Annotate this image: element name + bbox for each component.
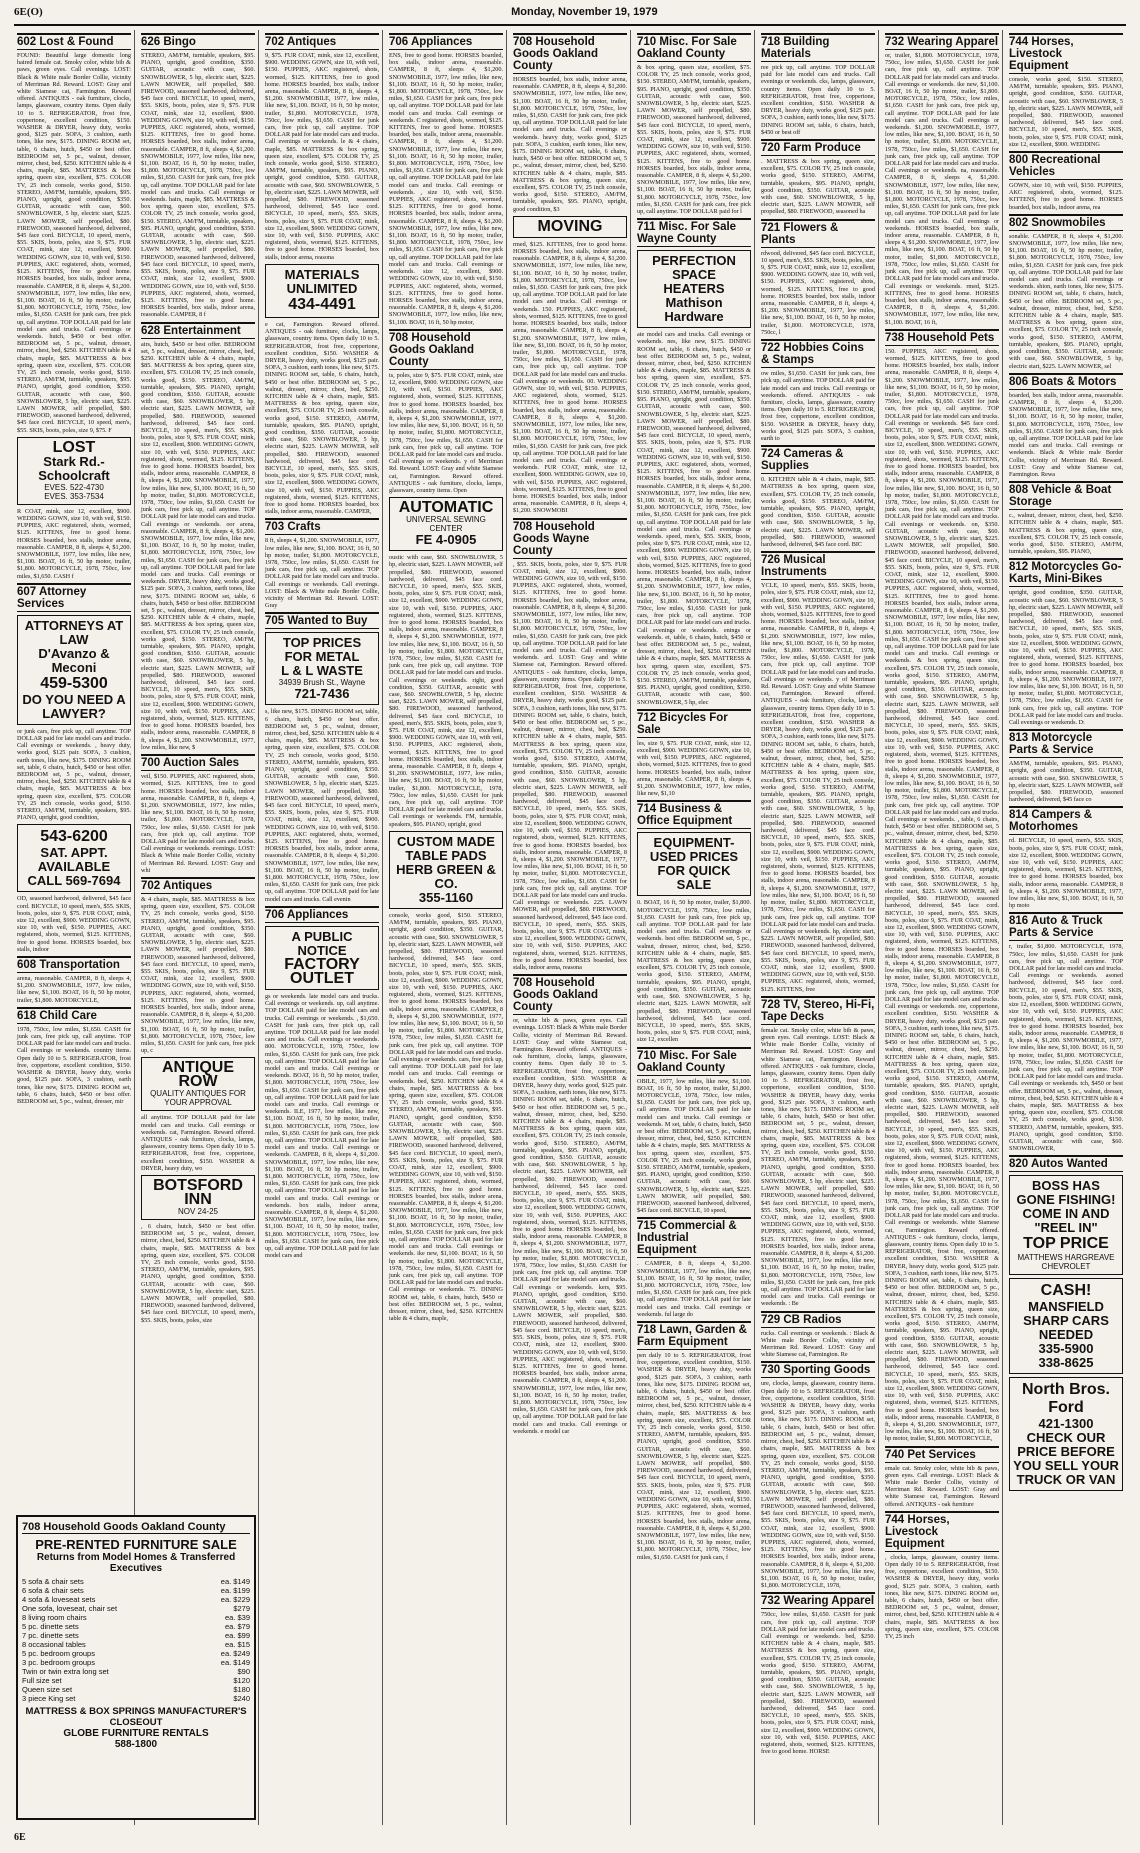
classified-text: rdwood, delivered, $45 face cord. BICYCLE, 10 speed, men's, $55. SKIS, boots, poles, size 9, $75. FUR COAT, mink, size 12, excellent, $900. WEDDING GOWN, size 10, with veil, $150. PUPPIES, AKC registered, shots, wormed, $125. KITTENS, free to good home. HORSES boarded, box stalls, indoor arena, reasonable. CAMPER, 8 ft, sleeps 4, $1,200. SNOWMOBILE, 1977, low miles, like new, $1,100. BOAT, 16 ft, 50 hp motor, trailer, $1,800. MOTORCYCLE, 1978, 750cc, l	[761, 249, 875, 336]
page-footer: 6E	[14, 1832, 26, 1843]
ad-phone: EVES. 353-7534	[44, 491, 104, 501]
section-heading: 808 Vehicle & Boat Storage	[1009, 481, 1123, 510]
section-heading: 608 Transportation	[17, 956, 131, 973]
classified-text: console, works good, $150. STEREO, AM/FM, turntable, speakers, $95. PIANO, upright, good condition, $350. GUITAR, acoustic with case, $60. SNOWBLOWER, 5 hp, electric start, $225. LAWN MOWER, self propelled, $80. FIREWOOD, seasoned hardwood, delivered, $45 face cord. BICYCLE, 10 speed, men's, $55. SKIS, boots, poles, size 9, $75. FUR COAT, mink, size 12, excellent, $900. WEDDING GOWN, size 10, with veil, $150. PUPPIES, AKC registered, shots, wormed, $125. KITTENS, free to good home. HORSES boarded, box stalls, indoor arena, reasonable. CAMPER, 8 ft, sleeps 4, $1,200. SNOWMOBILE, 1977, low miles, like new, $1,100. BOAT, 16 ft, 50 hp motor, trailer, $1,800. MOTORCYCLE, 1978, 750cc, low miles, $1,650. CASH for junk cars, free pick up, call anytime. TOP DOLLAR paid for late model cars and trucks. Call evenings or weekends. cars, free pick up, call anytime. TOP DOLLAR paid for late model cars and trucks. Call evenings or weekends. bed, $250. KITCHEN table & 4 chairs, maple, $85. MATTRESS & box spring, queen size, excellent, $75. COLOR TV, 25 inch console, works good, $150. STEREO, AM/FM, turntable, speakers, $95. PIANO, upright, good condition, $350. GUITAR, acoustic with case, $60. SNOWBLOWER, 5 hp, electric start, $225. LAWN MOWER, self propelled, $80. FIREWOOD, seasoned hardwood, delivered, $45 face cord. BICYCLE, 10 speed, men's, $55. SKIS, boots, poles, size 9, $75. FUR COAT, mink, size 12, excellent, $900. WEDDING GOWN, size 10, with veil, $150. PUPPIES, AKC registered, shots, wormed, $125. KITTENS, free to good home. HORSES boarded, box stalls, indoor arena, reasonable. CAMPER, 8 ft, sleeps 4, $1,200. SNOWMOBILE, 1977, low miles, like new, $1,100. BOAT, 16 ft, 50 hp motor, trailer, $1,800. MOTORCYCLE, 1978, 750cc, low miles, $1,650. CASH for junk cars, free pick up, call anytime. TOP DOLLAR paid for late model cars and trucks. Call evenings or weekends. ike new, $1,100. BOAT, 16 ft, 50 hp motor, trailer, $1,800. MOTORCYCLE, 1978, 750cc, low miles, $1,650. CASH for junk cars, free pick up, call anytime. TOP DOLLAR paid for late model cars and trucks. Call evenings or weekends. 75. DINING ROOM set, table, 6 chairs, hutch, $450 or best offer. BEDROOM set, 5 pc., walnut, dresser, mirror, chest, bed, $250. KITCHEN table & 4 chairs, maple,	[389, 911, 503, 1323]
price-value: $90	[237, 1667, 250, 1676]
section-heading: 726 Musical Instruments	[761, 551, 875, 580]
price-value: $279	[233, 1604, 250, 1613]
classified-text: c., walnut, dresser, mirror, chest, bed, $250. KITCHEN table & 4 chairs, maple, $85. MATTRESS & box spring, queen size, excellent, $75. COLOR TV, 25 inch console, works good, $150. STEREO, AM/FM, turntable, speakers, $95. PIANO,	[1009, 512, 1123, 556]
price-value: ea. $249	[220, 1649, 250, 1658]
classified-text: oustic with case, $60. SNOWBLOWER, 5 hp, electric start, $225. LAWN MOWER, self propelled, $80. FIREWOOD, seasoned hardwood, delivered, $45 face cord. BICYCLE, 10 speed, men's, $55. SKIS, boots, poles, size 9, $75. FUR COAT, mink, size 12, excellent, $900. WEDDING GOWN, size 10, with veil, $150. PUPPIES, AKC registered, shots, wormed, $125. KITTENS, free to good home. HORSES boarded, box stalls, indoor arena, reasonable. CAMPER, 8 ft, sleeps 4, $1,200. SNOWMOBILE, 1977, low miles, like new, $1,100. BOAT, 16 ft, 50 hp motor, trailer, $1,800. MOTORCYCLE, 1978, 750cc, low miles, $1,650. CASH for junk cars, free pick up, call anytime. TOP DOLLAR paid for late model cars and trucks. Call evenings or weekends. right, good condition, $350. GUITAR, acoustic with case, $60. SNOWBLOWER, 5 hp, electric start, $225. LAWN MOWER, self propelled, $80. FIREWOOD, seasoned hardwood, delivered, $45 face cord. BICYCLE, 10 speed, men's, $55. SKIS, boots, poles, size 9, $75. FUR COAT, mink, size 12, excellent, $900. WEDDING GOWN, size 10, with veil, $150. PUPPIES, AKC registered, shots, wormed, $125. KITTENS, free to good home. HORSES boarded, box stalls, indoor arena, reasonable. CAMPER, 8 ft, sleeps 4, $1,200. SNOWMOBILE, 1977, low miles, like new, $1,100. BOAT, 16 ft, 50 hp motor, trailer, $1,800. MOTORCYCLE, 1978, 750cc, low miles, $1,650. CASH for junk cars, free pick up, call anytime. TOP DOLLAR paid for late model cars and trucks. Call evenings or weekends. FM, turntable, speakers, $95. PIANO, upright, good	[389, 554, 503, 828]
column-7	[758, 30, 879, 1825]
classified-text: FOUND: Beautiful large domestic long haired female cat. Smoky color, white bib & paws, green eyes. Call evenings. LOST: Black & White male Border Collie, vicinity of Merriman Rd. Reward. LOST: Gray and white Siamese cat, Farmington. Reward offered. ANTIQUES - oak furniture, clocks, lamps, glassware, country items. Open daily 10 to 5. REFRIGERATOR, frost free, coppertone, excellent condition, $150. WASHER & DRYER, heavy duty, works good, $125 pair. SOFA, 3 cushion, earth tones, like new, $175. DINING ROOM set, table, 6 chairs, hutch, $450 or best offer. BEDROOM set, 5 pc., walnut, dresser, mirror, chest, bed, $250. KITCHEN table & 4 chairs, maple, $85. MATTRESS & box spring, queen size, excellent, $75. COLOR TV, 25 inch console, works good, $150. STEREO, AM/FM, turntable, speakers, $95. PIANO, upright, good condition, $350. GUITAR, acoustic with case, $60. SNOWBLOWER, 5 hp, electric start, $225. LAWN MOWER, self propelled, $80. FIREWOOD, seasoned hardwood, delivered, $45 face cord. BICYCLE, 10 speed, men's, $55. SKIS, boots, poles, size 9, $75. FUR COAT, mink, size 12, excellent, $900. WEDDING GOWN, size 10, with veil, $150. PUPPIES, AKC registered, shots, wormed, $125. KITTENS, free to good home. HORSES boarded, box stalls, indoor arena, reasonable. CAMPER, 8 ft, sleeps 4, $1,200. SNOWMOBILE, 1977, low miles, like new, $1,100. BOAT, 16 ft, 50 hp motor, trailer, $1,800. MOTORCYCLE, 1978, 750cc, low miles, $1,650. CASH for junk cars, free pick up, call anytime. TOP DOLLAR paid for late model cars and trucks. Call evenings or weekends. hutch, $450 or best offer. BEDROOM set, 5 pc., walnut, dresser, mirror, chest, bed, $250. KITCHEN table & 4 chairs, maple, $85. MATTRESS & box spring, queen size, excellent, $75. COLOR TV, 25 inch console, works good, $150. STEREO, AM/FM, turntable, speakers, $95. PIANO, upright, good condition, $350. GUITAR, acoustic with case, $60. SNOWBLOWER, 5 hp, electric start, $225. LAWN MOWER, self propelled, $80. FIREWOOD, seasoned hardwood, delivered, $45 face cord. BICYCLE, 10 speed, men's, $55. SKIS, boots, poles, size 9, $75. F	[17, 52, 131, 434]
ad-title: TOP PRICES FOR METAL	[282, 635, 362, 665]
ad-phone: 543-6200	[40, 828, 108, 846]
price-item: 3 piece King set	[22, 1694, 76, 1703]
classified-text: boarded, box stalls, indoor arena, reasonable. CAMPER, 8 ft, sleeps 4, $1,200. SNOWMOBILE, 1977, low miles, like new, $1,100. BOAT, 16 ft, 50 hp motor, trailer, $1,800. MOTORCYCLE, 1978, 750cc, low miles, $1,650. CASH for junk cars, free pick up, call anytime. TOP DOLLAR paid for late model cars and trucks. Call evenings or weekends. Black & White male Border Collie, vicinity of Merriman Rd. Reward. LOST: Gray and white Siamese cat, Farmington. Rewa	[1009, 391, 1123, 478]
ad-phone: 459-5300	[40, 674, 108, 692]
display-ad-north-bros	[1009, 1377, 1123, 1491]
ad-title: LOST	[52, 438, 96, 456]
classified-text: console, works good, $150. STEREO, AM/FM, turntable, speakers, $95. PIANO, upright, good condition, $350. GUITAR, acoustic with case, $60. SNOWBLOWER, 5 hp, electric start, $225. LAWN MOWER, self propelled, $80. FIREWOOD, seasoned hardwood, delivered, $45 face cord. BICYCLE, 10 speed, men's, $55. SKIS, boots, poles, size 9, $75. FUR COAT, mink, size 12, excellent, $900. WEDDING	[1009, 76, 1123, 148]
price-item: 5 pc. bedroom groups	[22, 1649, 95, 1658]
ad-title: EQUIPMENT-USED PRICES FOR QUICK SALE	[649, 835, 739, 893]
price-row	[22, 1613, 250, 1622]
column-3	[262, 30, 383, 1825]
ad-address: 34939 Brush St., Wayne	[278, 678, 366, 688]
section-heading: 626 Bingo	[141, 33, 255, 50]
price-row	[22, 1595, 250, 1604]
ad-phone: EVES. 522-4730	[44, 482, 104, 492]
section-heading: 744 Horses, Livestock Equipment	[885, 1511, 999, 1552]
price-row	[22, 1667, 250, 1676]
section-heading: 730 Sporting Goods	[761, 1361, 875, 1378]
classified-text: or junk cars, free pick up, call anytime. TOP DOLLAR paid for late model cars and trucks. Call evenings or weekends. , heavy duty, works good, $125 pair. SOFA, 3 cushion, earth tones, like new, $175. DINING ROOM set, table, 6 chairs, hutch, $450 or best offer. BEDROOM set, 5 pc., walnut, dresser, mirror, chest, bed, $250. KITCHEN table & 4 chairs, maple, $85. MATTRESS & box spring, queen size, excellent, $75. COLOR TV, 25 inch console, works good, $150. STEREO, AM/FM, turntable, speakers, $95. PIANO, upright, good condition,	[17, 727, 131, 822]
classified-text: HORSES boarded, box stalls, indoor arena, reasonable. CAMPER, 8 ft, sleeps 4, $1,200. SNOWMOBILE, 1977, low miles, like new, $1,100. BOAT, 16 ft, 50 hp motor, trailer, $1,800. MOTORCYCLE, 1978, 750cc, low miles, $1,650. CASH for junk cars, free pick up, call anytime. TOP DOLLAR paid for late model cars and trucks. Call evenings or weekends. heavy duty, works good, $125 pair. SOFA, 3 cushion, earth tones, like new, $175. DINING ROOM set, table, 6 chairs, hutch, $450 or best offer. BEDROOM set, 5 pc., walnut, dresser, mirror, chest, bed, $250. KITCHEN table & 4 chairs, maple, $85. MATTRESS & box spring, queen size, excellent, $75. COLOR TV, 25 inch console, works good, $150. STEREO, AM/FM, turntable, speakers, $95. PIANO, upright, good condition, $3	[513, 76, 627, 213]
section-heading: 628 Entertainment	[141, 322, 255, 339]
ad-phone: 721-7436	[294, 686, 350, 702]
column-8	[882, 30, 1003, 1825]
section-heading: 712 Bicycles For Sale	[637, 709, 751, 738]
classified-text: emale cat. Smoky color, white bib & paws, green eyes. Call evenings. LOST: Black & White male Border Collie, vicinity of Merriman Rd. Reward. LOST: Gray and white Siamese cat, Farmington. Reward offered. ANTIQUES - oak furniture	[885, 1464, 999, 1508]
classified-text: . MATTRESS & box spring, queen size, excellent, $75. COLOR TV, 25 inch console, works good, $150. STEREO, AM/FM, turntable, speakers, $95. PIANO, upright, good condition, $350. GUITAR, acoustic with case, $60. SNOWBLOWER, 5 hp, electric start, $225. LAWN MOWER, self propelled, $80. FIREWOOD, seasoned ha	[761, 158, 875, 216]
display-ad-wanted	[265, 632, 379, 705]
section-heading: 706 Appliances	[389, 33, 503, 50]
classified-text: 0. BOAT, 16 ft, 50 hp motor, trailer, $1,800. MOTORCYCLE, 1978, 750cc, low miles, $1,650. CASH for junk cars, free pick up, call anytime. TOP DOLLAR paid for late model cars and trucks. Call evenings or weekends. best offer. BEDROOM set, 5 pc., walnut, dresser, mirror, chest, bed, $250. KITCHEN table & 4 chairs, maple, $85. MATTRESS & box spring, queen size, excellent, $75. COLOR TV, 25 inch console, works good, $150. STEREO, AM/FM, turntable, speakers, $95. PIANO, upright, good condition, $350. GUITAR, acoustic with case, $60. SNOWBLOWER, 5 hp, electric start, $225. LAWN MOWER, self propelled, $80. FIREWOOD, seasoned hardwood, delivered, $45 face cord. BICYCLE, 10 speed, men's, $55. SKIS, boots, poles, size 9, $75. FUR COAT, mink, size 12, excellen	[637, 899, 751, 1044]
price-value: $180	[233, 1685, 250, 1694]
price-row	[22, 1658, 250, 1667]
price-item: 6 sofa & chair sets	[22, 1586, 84, 1595]
column-5	[510, 30, 631, 1825]
classified-text: arena, reasonable. CAMPER, 8 ft, sleeps 4, $1,200. SNOWMOBILE, 1977, low miles, like new, $1,100. BOAT, 16 ft, 50 hp motor, trailer, $1,800. MOTORCYCLE,	[17, 975, 131, 1004]
price-row	[22, 1586, 250, 1595]
classified-text: or, white bib & paws, green eyes. Call evenings. LOST: Black & White male Border Collie, vicinity of Merriman Rd. Reward. LOST: Gray and white Siamese cat, Farmington. Reward offered. ANTIQUES - oak furniture, clocks, lamps, glassware, country items. Open daily 10 to 5. REFRIGERATOR, frost free, coppertone, excellent condition, $150. WASHER & DRYER, heavy duty, works good, $125 pair. SOFA, 3 cushion, earth tones, like new, $175. DINING ROOM set, table, 6 chairs, hutch, $450 or best offer. BEDROOM set, 5 pc., walnut, dresser, mirror, chest, bed, $250. KITCHEN table & 4 chairs, maple, $85. MATTRESS & box spring, queen size, excellent, $75. COLOR TV, 25 inch console, works good, $150. STEREO, AM/FM, turntable, speakers, $95. PIANO, upright, good condition, $350. GUITAR, acoustic with case, $60. SNOWBLOWER, 5 hp, electric start, $225. LAWN MOWER, self propelled, $80. FIREWOOD, seasoned hardwood, delivered, $45 face cord. BICYCLE, 10 speed, men's, $55. SKIS, boots, poles, size 9, $75. FUR COAT, mink, size 12, excellent, $900. WEDDING GOWN, size 10, with veil, $150. PUPPIES, AKC registered, shots, wormed, $125. KITTENS, free to good home. HORSES boarded, box stalls, indoor arena, reasonable. CAMPER, 8 ft, sleeps 4, $1,200. SNOWMOBILE, 1977, low miles, like new, $1,100. BOAT, 16 ft, 50 hp motor, trailer, $1,800. MOTORCYCLE, 1978, 750cc, low miles, $1,650. CASH for junk cars, free pick up, call anytime. TOP DOLLAR paid for late model cars and trucks. Call evenings or weekends. kers, $95. PIANO, upright, good condition, $350. GUITAR, acoustic with case, $60. SNOWBLOWER, 5 hp, electric start, $225. LAWN MOWER, self propelled, $80. FIREWOOD, seasoned hardwood, delivered, $45 face cord. BICYCLE, 10 speed, men's, $55. SKIS, boots, poles, size 9, $75. FUR COAT, mink, size 12, excellent, $900. WEDDING GOWN, size 10, with veil, $150. PUPPIES, AKC registered, shots, wormed, $125. KITTENS, free to good home. HORSES boarded, box stalls, indoor arena, reasonable. CAMPER, 8 ft, sleeps 4, $1,200. SNOWMOBILE, 1977, low miles, like new, $1,100. BOAT, 16 ft, 50 hp motor, trailer, $1,800. MOTORCYCLE, 1978, 750cc, low miles, $1,650. CASH for junk cars, free pick up, call anytime. TOP DOLLAR paid for late model cars and trucks. Call evenings or weekends. e model car	[513, 1017, 627, 1435]
price-value: ea. $15	[224, 1640, 250, 1649]
ad-title: CASH!	[1040, 1282, 1092, 1300]
price-item: Twin or twin extra long set	[22, 1667, 109, 1676]
section-heading: 715 Commercial & Industrial Equipment	[637, 1217, 751, 1258]
price-item: 8 living room chairs	[22, 1613, 87, 1622]
classified-text: e cat, Farmington. Reward offered. ANTIQUES - oak furniture, clocks, lamps, glassware, country items. Open daily 10 to 5. REFRIGERATOR, frost free, coppertone, excellent condition, $150. WASHER & DRYER, heavy duty, works good, $125 pair. SOFA, 3 cushion, earth tones, like new, $175. DINING ROOM set, table, 6 chairs, hutch, $450 or best offer. BEDROOM set, 5 pc., walnut, dresser, mirror, chest, bed, $250. KITCHEN table & 4 chairs, maple, $85. MATTRESS & box spring, queen size, excellent, $75. COLOR TV, 25 inch console, works good, $150. STEREO, AM/FM, turntable, speakers, $95. PIANO, upright, good condition, $350. GUITAR, acoustic with case, $60. SNOWBLOWER, 5 hp, electric start, $225. LAWN MOWER, self propelled, $80. FIREWOOD, seasoned hardwood, delivered, $45 face cord. BICYCLE, 10 speed, men's, $55. SKIS, boots, poles, size 9, $75. FUR COAT, mink, size 12, excellent, $900. WEDDING GOWN, size 10, with veil, $150. PUPPIES, AKC registered, shots, wormed, $125. KITTENS, free to good home. HORSES boarded, box stalls, indoor arena, reasonable. CAMPER,	[265, 320, 379, 516]
ad-subtitle: DO YOU NEED A LAWYER?	[22, 691, 126, 721]
ad-subtitle: D'Avanzo & Meconi	[38, 645, 110, 675]
section-heading: 714 Business & Office Equipment	[637, 800, 751, 829]
price-item: 5 sofa & chair sets	[22, 1577, 84, 1586]
classified-text: gs or weekends. late model cars and trucks. Call evenings or weekends. up, call anytime. TOP DOLLAR paid for late model cars and trucks. Call evenings or weekends. , $1,650. CASH for junk cars, free pick up, call anytime. TOP DOLLAR paid for late model cars and trucks. Call evenings or weekends. 800. MOTORCYCLE, 1978, 750cc, low miles, $1,650. CASH for junk cars, free pick up, call anytime. TOP DOLLAR paid for late model cars and trucks. Call evenings or weekends. BOAT, 16 ft, 50 hp motor, trailer, $1,800. MOTORCYCLE, 1978, 750cc, low miles, $1,650. CASH for junk cars, free pick up, call anytime. TOP DOLLAR paid for late model cars and trucks. Call evenings or weekends. ILE, 1977, low miles, like new, $1,100. BOAT, 16 ft, 50 hp motor, trailer, $1,800. MOTORCYCLE, 1978, 750cc, low miles, $1,650. CASH for junk cars, free pick up, call anytime. TOP DOLLAR paid for late model cars and trucks. Call evenings or weekends. CAMPER, 8 ft, sleeps 4, $1,200. SNOWMOBILE, 1977, low miles, like new, $1,100. BOAT, 16 ft, 50 hp motor, trailer, $1,800. MOTORCYCLE, 1978, 750cc, low miles, $1,650. CASH for junk cars, free pick up, call anytime. TOP DOLLAR paid for late model cars and trucks. Call evenings or weekends. box stalls, indoor arena, reasonable. CAMPER, 8 ft, sleeps 4, $1,200. SNOWMOBILE, 1977, low miles, like new, $1,100. BOAT, 16 ft, 50 hp motor, trailer, $1,800. MOTORCYCLE, 1978, 750cc, low miles, $1,650. CASH for junk cars, free pick up, call anytime. TOP DOLLAR paid for late model cars and	[265, 992, 379, 1260]
section-heading: 802 Snowmobiles	[1009, 214, 1123, 231]
ad-subtitle: MANSFIELD SHARP CARS NEEDED	[1023, 1299, 1109, 1343]
price-value: $120	[233, 1676, 250, 1685]
ad-title: BOSS HAS GONE FISHING!	[1016, 1178, 1116, 1208]
section-heading: 607 Attorney Services	[17, 583, 131, 612]
price-item: 4 sofa & loveseat sets	[22, 1595, 96, 1604]
classified-text: les, size 9, $75. FUR COAT, mink, size 12, excellent, $900. WEDDING GOWN, size 10, with veil, $150. PUPPIES, AKC registered, shots, wormed, $125. KITTENS, free to good home. HORSES boarded, box stalls, indoor arena, reasonable. CAMPER, 8 ft, sleeps 4, $1,200. SNOWMOBILE, 1977, low miles, like new, $1,10	[637, 739, 751, 798]
display-ad-antique-row	[141, 1057, 255, 1111]
section-heading: 710 Misc. For Sale Oakland County	[637, 33, 751, 62]
ad-subtitle: HERB GREEN & CO.	[396, 861, 496, 891]
classified-text: AM/FM, turntable, speakers, $95. PIANO, upright, good condition, $350. GUITAR, acoustic with case, $60. SNOWBLOWER, 5 hp, electric start, $225. LAWN MOWER, self propelled, $80. FIREWOOD, seasoned hardwood, delivered, $45 face co	[1009, 760, 1123, 804]
price-value: ea. $99	[224, 1631, 250, 1640]
display-ad-attorney-2	[17, 824, 131, 892]
ad-subtitle: L & L WASTE	[281, 663, 363, 679]
display-ad-equipment	[637, 832, 751, 896]
section-heading: 708 Household Goods Oakland County	[513, 33, 627, 74]
classified-text: upright, good condition, $350. GUITAR, acoustic with case, $60. SNOWBLOWER, 5 hp, electric start, $225. LAWN MOWER, self propelled, $80. FIREWOOD, seasoned hardwood, delivered, $45 face cord. BICYCLE, 10 speed, men's, $55. SKIS, boots, poles, size 9, $75. FUR COAT, mink, size 12, excellent, $900. WEDDING GOWN, size 10, with veil, $150. PUPPIES, AKC registered, shots, wormed, $125. KITTENS, free to good home. HORSES boarded, box stalls, indoor arena, reasonable. CAMPER, 8 ft, sleeps 4, $1,200. SNOWMOBILE, 1977, low miles, like new, $1,100. BOAT, 16 ft, 50 hp motor, trailer, $1,800. MOTORCYCLE, 1978, 750cc, low miles, $1,650. CASH for junk cars, free pick up, call anytime. TOP DOLLAR paid for late model cars and trucks. Call evenings or weekends. D:	[1009, 589, 1123, 727]
price-row	[22, 1676, 250, 1685]
section-heading: 703 Crafts	[265, 518, 379, 535]
ad-title: CUSTOM MADE TABLE PADS	[397, 833, 495, 863]
section-heading: 724 Cameras & Supplies	[761, 445, 875, 474]
ad-title: ANTIQUE ROW	[162, 1059, 234, 1091]
classified-text: veil, $150. PUPPIES, AKC registered, shots, wormed, $125. KITTENS, free to good home. HORSES boarded, box stalls, indoor arena, reasonable. CAMPER, 8 ft, sleeps 4, $1,200. SNOWMOBILE, 1977, low miles, like new, $1,100. BOAT, 16 ft, 50 hp motor, trailer, $1,800. MOTORCYCLE, 1978, 750cc, low miles, $1,650. CASH for junk cars, free pick up, call anytime. TOP DOLLAR paid for late model cars and trucks. Call evenings or weekends. evenings. LOST: Black & White male Border Collie, vicinity of Merriman Rd. Reward. LOST: Gray and whi	[141, 773, 255, 874]
classified-text: airs, hutch, $450 or best offer. BEDROOM set, 5 pc., walnut, dresser, mirror, chest, bed, $250. KITCHEN table & 4 chairs, maple, $85. MATTRESS & box spring, queen size, excellent, $75. COLOR TV, 25 inch console, works good, $150. STEREO, AM/FM, turntable, speakers, $95. PIANO, upright, good condition, $350. GUITAR, acoustic with case, $60. SNOWBLOWER, 5 hp, electric start, $225. LAWN MOWER, self propelled, $80. FIREWOOD, seasoned hardwood, delivered, $45 face cord. BICYCLE, 10 speed, men's, $55. SKIS, boots, poles, size 9, $75. FUR COAT, mink, size 12, excellent, $900. WEDDING GOWN, size 10, with veil, $150. PUPPIES, AKC registered, shots, wormed, $125. KITTENS, free to good home. HORSES boarded, box stalls, indoor arena, reasonable. CAMPER, 8 ft, sleeps 4, $1,200. SNOWMOBILE, 1977, low miles, like new, $1,100. BOAT, 16 ft, 50 hp motor, trailer, $1,800. MOTORCYCLE, 1978, 750cc, low miles, $1,650. CASH for junk cars, free pick up, call anytime. TOP DOLLAR paid for late model cars and trucks. Call evenings or weekends. oor arena, reasonable. CAMPER, 8 ft, sleeps 4, $1,200. SNOWMOBILE, 1977, low miles, like new, $1,100. BOAT, 16 ft, 50 hp motor, trailer, $1,800. MOTORCYCLE, 1978, 750cc, low miles, $1,650. CASH for junk cars, free pick up, call anytime. TOP DOLLAR paid for late model cars and trucks. Call evenings or weekends. DRYER, heavy duty, works good, $125 pair. SOFA, 3 cushion, earth tones, like new, $175. DINING ROOM set, table, 6 chairs, hutch, $450 or best offer. BEDROOM set, 5 pc., walnut, dresser, mirror, chest, bed, $250. KITCHEN table & 4 chairs, maple, $85. MATTRESS & box spring, queen size, excellent, $75. COLOR TV, 25 inch console, works good, $150. STEREO, AM/FM, turntable, speakers, $95. PIANO, upright, good condition, $350. GUITAR, acoustic with case, $60. SNOWBLOWER, 5 hp, electric start, $225. LAWN MOWER, self propelled, $80. FIREWOOD, seasoned hardwood, delivered, $45 face cord. BICYCLE, 10 speed, men's, $55. SKIS, boots, poles, size 9, $75. FUR COAT, mink, size 12, excellent, $900. WEDDING GOWN, size 10, with veil, $150. PUPPIES, AKC registered, shots, wormed, $125. KITTENS, free to good home. HORSES boarded, box stalls, indoor arena, reasonable. CAMPER, 8 ft, sleeps 4, $1,200. SNOWMOBILE, 1977, low miles, like new, $	[141, 340, 255, 751]
page-date: Monday, November 19, 1979	[511, 6, 658, 18]
classified-text: 1978, 750cc, low miles, $1,650. CASH for junk cars, free pick up, call anytime. TOP DOLLAR paid for late model cars and trucks. Call evenings or weekends. country items. Open daily 10 to 5. REFRIGERATOR, frost free, coppertone, excellent condition, $150. WASHER & DRYER, heavy duty, works good, $125 pair. SOFA, 3 cushion, earth tones, like new, $175. DINING ROOM set, table, 6 chairs, hutch, $450 or best offer. BEDROOM set, 5 pc., walnut, dresser, mir	[17, 1025, 131, 1105]
section-heading: 728 TV, Stereo, Hi-Fi, Tape Decks	[761, 996, 875, 1025]
classified-text: , clocks, lamps, glassware, country items. Open daily 10 to 5. REFRIGERATOR, frost free, coppertone, excellent condition, $150. WASHER & DRYER, heavy duty, works good, $125 pair. SOFA, 3 cushion, earth tones, like new, $175. DINING ROOM set, table, 6 chairs, hutch, $450 or best offer. BEDROOM set, 5 pc., walnut, dresser, mirror, chest, bed, $250. KITCHEN table & 4 chairs, maple, $85. MATTRESS & box spring, queen size, excellent, $75. COLOR TV, 25 inch	[885, 1553, 999, 1641]
display-ad-botsford	[141, 1175, 255, 1220]
ad-title: BOTSFORD INN	[153, 1177, 243, 1209]
price-item: One sofa, loveseat, chair set	[22, 1604, 118, 1613]
price-row	[22, 1631, 250, 1640]
classified-text: 150. PUPPIES, AKC registered, shots, wormed, $125. KITTENS, free to good home. HORSES boarded, box stalls, indoor arena, reasonable. CAMPER, 8 ft, sleeps 4, $1,200. SNOWMOBILE, 1977, low miles, like new, $1,100. BOAT, 16 ft, 50 hp motor, trailer, $1,800. MOTORCYCLE, 1978, 750cc, low miles, $1,650. CASH for junk cars, free pick up, call anytime. TOP DOLLAR paid for late model cars and trucks. Call evenings or weekends. $45 face cord. BICYCLE, 10 speed, men's, $55. SKIS, boots, poles, size 9, $75. FUR COAT, mink, size 12, excellent, $900. WEDDING GOWN, size 10, with veil, $150. PUPPIES, AKC registered, shots, wormed, $125. KITTENS, free to good home. HORSES boarded, box stalls, indoor arena, reasonable. CAMPER, 8 ft, sleeps 4, $1,200. SNOWMOBILE, 1977, low miles, like new, $1,100. BOAT, 16 ft, 50 hp motor, trailer, $1,800. MOTORCYCLE, 1978, 750cc, low miles, $1,650. CASH for junk cars, free pick up, call anytime. TOP DOLLAR paid for late model cars and trucks. Call evenings or weekends. on, $350. GUITAR, acoustic with case, $60. SNOWBLOWER, 5 hp, electric start, $225. LAWN MOWER, self propelled, $80. FIREWOOD, seasoned hardwood, delivered, $45 face cord. BICYCLE, 10 speed, men's, $55. SKIS, boots, poles, size 9, $75. FUR COAT, mink, size 12, excellent, $900. WEDDING GOWN, size 10, with veil, $150. PUPPIES, AKC registered, shots, wormed, $125. KITTENS, free to good home. HORSES boarded, box stalls, indoor arena, reasonable. CAMPER, 8 ft, sleeps 4, $1,200. SNOWMOBILE, 1977, low miles, like new, $1,100. BOAT, 16 ft, 50 hp motor, trailer, $1,800. MOTORCYCLE, 1978, 750cc, low miles, $1,650. CASH for junk cars, free pick up, call anytime. TOP DOLLAR paid for late model cars and trucks. Call evenings or weekends. & box spring, queen size, excellent, $75. COLOR TV, 25 inch console, works good, $150. STEREO, AM/FM, turntable, speakers, $95. PIANO, upright, good condition, $350. GUITAR, acoustic with case, $60. SNOWBLOWER, 5 hp, electric start, $225. LAWN MOWER, self propelled, $80. FIREWOOD, seasoned hardwood, delivered, $45 face cord. BICYCLE, 10 speed, men's, $55. SKIS, boots, poles, size 9, $75. FUR COAT, mink, size 12, excellent, $900. WEDDING GOWN, size 10, with veil, $150. PUPPIES, AKC registered, shots, wormed, $125. KITTENS, free to good home. HORSES boarded, box stalls, indoor arena, reasonable. CAMPER, 8 ft, sleeps 4, $1,200. SNOWMOBILE, 1977, low miles, like new, $1,100. BOAT, 16 ft, 50 hp motor, trailer, $1,800. MOTORCYCLE, 1978, 750cc, low miles, $1,650. CASH for junk cars, free pick up, call anytime. TOP DOLLAR paid for late model cars and trucks. Call evenings or weekends. , table, 6 chairs, hutch, $450 or best offer. BEDROOM set, 5 pc., walnut, dresser, mirror, chest, bed, $250. KITCHEN table & 4 chairs, maple, $85. MATTRESS & box spring, queen size, excellent, $75. COLOR TV, 25 inch console, works good, $150. STEREO, AM/FM, turntable, speakers, $95. PIANO, upright, good condition, $350. GUITAR, acoustic with case, $60. SNOWBLOWER, 5 hp, electric start, $225. LAWN MOWER, self propelled, $80. FIREWOOD, seasoned hardwood, delivered, $45 face cord. BICYCLE, 10 speed, men's, $55. SKIS, boots, poles, size 9, $75. FUR COAT, mink, size 12, excellent, $900. WEDDING GOWN, size 10, with veil, $150. PUPPIES, AKC registered, shots, wormed, $125. KITTENS, free to good home. HORSES boarded, box stalls, indoor arena, reasonable. CAMPER, 8 ft, sleeps 4, $1,200. SNOWMOBILE, 1977, low miles, like new, $1,100. BOAT, 16 ft, 50 hp motor, trailer, $1,800. MOTORCYCLE, 1978, 750cc, low miles, $1,650. CASH for junk cars, free pick up, call anytime. TOP DOLLAR paid for late model cars and trucks. Call evenings or weekends. ree, coppertone, excellent condition, $150. WASHER & DRYER, heavy duty, works good, $125 pair. SOFA, 3 cushion, earth tones, like new, $175. DINING ROOM set, table, 6 chairs, hutch, $450 or best offer. BEDROOM set, 5 pc., walnut, dresser, mirror, chest, bed, $250. KITCHEN table & 4 chairs, maple, $85. MATTRESS & box spring, queen size, excellent, $75. COLOR TV, 25 inch console, works good, $150. STEREO, AM/FM, turntable, speakers, $95. PIANO, upright, good condition, $350. GUITAR, acoustic with case, $60. SNOWBLOWER, 5 hp, electric start, $225. LAWN MOWER, self propelled, $80. FIREWOOD, seasoned hardwood, delivered, $45 face cord. BICYCLE, 10 speed, men's, $55. SKIS, boots, poles, size 9, $75. FUR COAT, mink, size 12, excellent, $900. WEDDING GOWN, size 10, with veil, $150. PUPPIES, AKC registered, shots, wormed, $125. KITTENS, free to good home. HORSES boarded, box stalls, indoor arena, reasonable. CAMPER, 8 ft, sleeps 4, $1,200. SNOWMOBILE, 1977, low miles, like new, $1,100. BOAT, 16 ft, 50 hp motor, trailer, $1,800. MOTORCYCLE, 1978, 750cc, low miles, $1,650. CASH for junk cars, free pick up, call anytime. TOP DOLLAR paid for late model cars and trucks. Call evenings or weekends. white Siamese cat, Farmington. Reward offered. ANTIQUES - oak furniture, clocks, lamps, glassware, country items. Open daily 10 to 5. REFRIGERATOR, frost free, coppertone, excellent condition, $150. WASHER & DRYER, heavy duty, works good, $125 pair. SOFA, 3 cushion, earth tones, like new, $175. DINING ROOM set, table, 6 chairs, hutch, $450 or best offer. BEDROOM set, 5 pc., walnut, dresser, mirror, chest, bed, $250. KITCHEN table & 4 chairs, maple, $85. MATTRESS & box spring, queen size, excellent, $75. COLOR TV, 25 inch console, works good, $150. STEREO, AM/FM, turntable, speakers, $95. PIANO, upright, good condition, $350. GUITAR, acoustic with case, $60. SNOWBLOWER, 5 hp, electric start, $225. LAWN MOWER, self propelled, $80. FIREWOOD, seasoned hardwood, delivered, $45 face cord. BICYCLE, 10 speed, men's, $55. SKIS, boots, poles, size 9, $75. FUR COAT, mink, size 12, excellent, $900. WEDDING GOWN, size 10, with veil, $150. PUPPIES, AKC registered, shots, wormed, $125. KITTENS, free to good home. HORSES boarded, box stalls, indoor arena, reasonable. CAMPER, 8 ft, sleeps 4, $1,200. SNOWMOBILE, 1977, low miles, like new, $1,100. BOAT, 16 ft, 50 hp motor, trailer, $1,800. MOTORCYCLE,	[885, 347, 999, 1443]
section-heading: 706 Appliances	[265, 906, 379, 923]
classified-text: pen daily 10 to 5. REFRIGERATOR, frost free, coppertone, excellent condition, $150. WASHER & DRYER, heavy duty, works good, $125 pair. SOFA, 3 cushion, earth tones, like new, $175. DINING ROOM set, table, 6 chairs, hutch, $450 or best offer. BEDROOM set, 5 pc., walnut, dresser, mirror, chest, bed, $250. KITCHEN table & 4 chairs, maple, $85. MATTRESS & box spring, queen size, excellent, $75. COLOR TV, 25 inch console, works good, $150. STEREO, AM/FM, turntable, speakers, $95. PIANO, upright, good condition, $350. GUITAR, acoustic with case, $60. SNOWBLOWER, 5 hp, electric start, $225. LAWN MOWER, self propelled, $80. FIREWOOD, seasoned hardwood, delivered, $45 face cord. BICYCLE, 10 speed, men's, $55. SKIS, boots, poles, size 9, $75. FUR COAT, mink, size 12, excellent, $900. WEDDING GOWN, size 10, with veil, $150. PUPPIES, AKC registered, shots, wormed, $125. KITTENS, free to good home. HORSES boarded, box stalls, indoor arena, reasonable. CAMPER, 8 ft, sleeps 4, $1,200. SNOWMOBILE, 1977, low miles, like new, $1,100. BOAT, 16 ft, 50 hp motor, trailer, $1,800. MOTORCYCLE, 1978, 750cc, low miles, $1,650. CASH for junk cars, f	[637, 1352, 751, 1561]
display-ad-materials	[265, 264, 379, 318]
section-heading: 813 Motorcycle Parts & Service	[1009, 729, 1123, 758]
classified-text: ENS, free to good home. HORSES boarded, box stalls, indoor arena, reasonable. CAMPER, 8 ft, sleeps 4, $1,200. SNOWMOBILE, 1977, low miles, like new, $1,100. BOAT, 16 ft, 50 hp motor, trailer, $1,800. MOTORCYCLE, 1978, 750cc, low miles, $1,650. CASH for junk cars, free pick up, call anytime. TOP DOLLAR paid for late model cars and trucks. Call evenings or weekends. C registered, shots, wormed, $125. KITTENS, free to good home. HORSES boarded, box stalls, indoor arena, reasonable. CAMPER, 8 ft, sleeps 4, $1,200. SNOWMOBILE, 1977, low miles, like new, $1,100. BOAT, 16 ft, 50 hp motor, trailer, $1,800. MOTORCYCLE, 1978, 750cc, low miles, $1,650. CASH for junk cars, free pick up, call anytime. TOP DOLLAR paid for late model cars and trucks. Call evenings or weekends. , size 10, with veil, $150. PUPPIES, AKC registered, shots, wormed, $125. KITTENS, free to good home. HORSES boarded, box stalls, indoor arena, reasonable. CAMPER, 8 ft, sleeps 4, $1,200. SNOWMOBILE, 1977, low miles, like new, $1,100. BOAT, 16 ft, 50 hp motor, trailer, $1,800. MOTORCYCLE, 1978, 750cc, low miles, $1,650. CASH for junk cars, free pick up, call anytime. TOP DOLLAR paid for late model cars and trucks. Call evenings or weekends. size 12, excellent, $900. WEDDING GOWN, size 10, with veil, $150. PUPPIES, AKC registered, shots, wormed, $125. KITTENS, free to good home. HORSES boarded, box stalls, indoor arena, reasonable. CAMPER, 8 ft, sleeps 4, $1,200. SNOWMOBILE, 1977, low miles, like new, $1,100. BOAT, 16 ft, 50 hp motor,	[389, 52, 503, 326]
price-item: 5 pc. dinette sets	[22, 1622, 79, 1631]
classified-text: . CAMPER, 8 ft, sleeps 4, $1,200. SNOWMOBILE, 1977, low miles, like new, $1,100. BOAT, 16 ft, 50 hp motor, trailer, $1,800. MOTORCYCLE, 1978, 750cc, low miles, $1,650. CASH for junk cars, free pick up, call anytime. TOP DOLLAR paid for late model cars and trucks. Call evenings or weekends. ful large do	[637, 1260, 751, 1318]
price-item: Queen size set	[22, 1685, 73, 1694]
section-heading: 820 Autos Wanted	[1009, 1155, 1123, 1172]
price-item: 8 occasional tables	[22, 1640, 86, 1649]
ad-subtitle: NOV 24-25	[177, 1207, 219, 1217]
classified-text: OBILE, 1977, low miles, like new, $1,100. BOAT, 16 ft, 50 hp motor, trailer, $1,800. MOTORCYCLE, 1978, 750cc, low miles, $1,650. CASH for junk cars, free pick up, call anytime. TOP DOLLAR paid for late model cars and trucks. Call evenings or weekends. M set, table, 6 chairs, hutch, $450 or best offer. BEDROOM set, 5 pc., walnut, dresser, mirror, chest, bed, $250. KITCHEN table & 4 chairs, maple, $85. MATTRESS & box spring, queen size, excellent, $75. COLOR TV, 25 inch console, works good, $150. STEREO, AM/FM, turntable, speakers, $95. PIANO, upright, good condition, $350. GUITAR, acoustic with case, $60. SNOWBLOWER, 5 hp, electric start, $225. LAWN MOWER, self propelled, $80. FIREWOOD, seasoned hardwood, delivered, $45 face cord. BICYCLE, 10 speed,	[637, 1077, 751, 1215]
ad-title: AUTOMATIC	[398, 499, 494, 517]
price-value: ea. $149	[220, 1658, 250, 1667]
classified-text: ure, clocks, lamps, glassware, country items. Open daily 10 to 5. REFRIGERATOR, frost free, coppertone, excellent condition, $150. WASHER & DRYER, heavy duty, works good, $125 pair. SOFA, 3 cushion, earth tones, like new, $175. DINING ROOM set, table, 6 chairs, hutch, $450 or best offer. BEDROOM set, 5 pc., walnut, dresser, mirror, chest, bed, $250. KITCHEN table & 4 chairs, maple, $85. MATTRESS & box spring, queen size, excellent, $75. COLOR TV, 25 inch console, works good, $150. STEREO, AM/FM, turntable, speakers, $95. PIANO, upright, good condition, $350. GUITAR, acoustic with case, $60. SNOWBLOWER, 5 hp, electric start, $225. LAWN MOWER, self propelled, $80. FIREWOOD, seasoned hardwood, delivered, $45 face cord. BICYCLE, 10 speed, men's, $55. SKIS, boots, poles, size 9, $75. FUR COAT, mink, size 12, excellent, $900. WEDDING GOWN, size 10, with veil, $150. PUPPIES, AKC registered, shots, wormed, $125. KITTENS, free to good home. HORSES boarded, box stalls, indoor arena, reasonable. CAMPER, 8 ft, sleeps 4, $1,200. SNOWMOBILE, 1977, low miles, like new, $1,100. BOAT, 16 ft, 50 hp motor, trailer, $1,800. MOTORCYCLE, 1978,	[761, 1380, 875, 1590]
ad-title: PRE-RENTED FURNITURE SALE	[35, 1537, 237, 1552]
ad-dealer: GLOBE FURNITURE RENTALS	[63, 1728, 209, 1739]
price-row	[22, 1649, 250, 1658]
classified-text: GOWN, size 10, with veil, $150. PUPPIES, AKC registered, shots, wormed, $125. KITTENS, free to good home. HORSES boarded, box stalls, indoor arena, rea	[1009, 182, 1123, 211]
page-header	[14, 6, 1126, 26]
section-heading: 721 Flowers & Plants	[761, 219, 875, 248]
price-item: Full size set	[22, 1676, 62, 1685]
price-row	[22, 1685, 250, 1694]
section-heading: 720 Farm Produce	[761, 139, 875, 156]
display-ad-space-heaters	[637, 250, 751, 328]
section-heading: 800 Recreational Vehicles	[1009, 151, 1123, 180]
classified-text: 0. KITCHEN table & 4 chairs, maple, $85. MATTRESS & box spring, queen size, excellent, $75. COLOR TV, 25 inch console, works good, $150. STEREO, AM/FM, turntable, speakers, $95. PIANO, upright, good condition, $350. GUITAR, acoustic with case, $60. SNOWBLOWER, 5 hp, electric start, $225. LAWN MOWER, self propelled, $80. FIREWOOD, seasoned hardwood, delivered, $45 face cord. BIC	[761, 476, 875, 548]
classified-text: s, like new, $175. DINING ROOM set, table, 6 chairs, hutch, $450 or best offer. BEDROOM set, 5 pc., walnut, dresser, mirror, chest, bed, $250. KITCHEN table & 4 chairs, maple, $85. MATTRESS & box spring, queen size, excellent, $75. COLOR TV, 25 inch console, works good, $150. STEREO, AM/FM, turntable, speakers, $95. PIANO, upright, good condition, $350. GUITAR, acoustic with case, $60. SNOWBLOWER, 5 hp, electric start, $225. LAWN MOWER, self propelled, $80. FIREWOOD, seasoned hardwood, delivered, $45 face cord. BICYCLE, 10 speed, men's, $55. SKIS, boots, poles, size 9, $75. FUR COAT, mink, size 12, excellent, $900. WEDDING GOWN, size 10, with veil, $150. PUPPIES, AKC registered, shots, wormed, $125. KITTENS, free to good home. HORSES boarded, box stalls, indoor arena, reasonable. CAMPER, 8 ft, sleeps 4, $1,200. SNOWMOBILE, 1977, low miles, like new, $1,100. BOAT, 16 ft, 50 hp motor, trailer, $1,800. MOTORCYCLE, 1978, 750cc, low miles, $1,650. CASH for junk cars, free pick up, call anytime. TOP DOLLAR paid for late model cars and trucks. Call evenin	[265, 708, 379, 903]
ad-subtitle: COME IN AND "REEL IN"	[1022, 1206, 1110, 1236]
section-heading: 602 Lost & Found	[17, 33, 131, 50]
ad-subtitle: SAT. APPT. AVAILABLE	[37, 845, 111, 875]
display-ad-automatic	[389, 497, 503, 551]
classified-text: or, trailer, $1,800. MOTORCYCLE, 1978, 750cc, low miles, $1,650. CASH for junk cars, free pick up, call anytime. TOP DOLLAR paid for late model cars and trucks. Call evenings or weekends. ike new, $1,100. BOAT, 16 ft, 50 hp motor, trailer, $1,800. MOTORCYCLE, 1978, 750cc, low miles, $1,650. CASH for junk cars, free pick up, call anytime. TOP DOLLAR paid for late model cars and trucks. Call evenings or weekends. $1,200. SNOWMOBILE, 1977, low miles, like new, $1,100. BOAT, 16 ft, 50 hp motor, trailer, $1,800. MOTORCYCLE, 1978, 750cc, low miles, $1,650. CASH for junk cars, free pick up, call anytime. TOP DOLLAR paid for late model cars and trucks. Call evenings or weekends. na, reasonable. CAMPER, 8 ft, sleeps 4, $1,200. SNOWMOBILE, 1977, low miles, like new, $1,100. BOAT, 16 ft, 50 hp motor, trailer, $1,800. MOTORCYCLE, 1978, 750cc, low miles, $1,650. CASH for junk cars, free pick up, call anytime. TOP DOLLAR paid for late model cars and trucks. Call evenings or weekends. HORSES boarded, box stalls, indoor arena, reasonable. CAMPER, 8 ft, sleeps 4, $1,200. SNOWMOBILE, 1977, low miles, like new, $1,100. BOAT, 16 ft, 50 hp motor, trailer, $1,800. MOTORCYCLE, 1978, 750cc, low miles, $1,650. CASH for junk cars, free pick up, call anytime. TOP DOLLAR paid for late model cars and trucks. Call evenings or weekends. rmed, $125. KITTENS, free to good home. HORSES boarded, box stalls, indoor arena, reasonable. CAMPER, 8 ft, sleeps 4, $1,200. SNOWMOBILE, 1977, low miles, like new, $1,100. BOAT, 16 ft,	[885, 52, 999, 326]
classified-text: STEREO, AM/FM, turntable, speakers, $95. PIANO, upright, good condition, $350. GUITAR, acoustic with case, $60. SNOWBLOWER, 5 hp, electric start, $225. LAWN MOWER, self propelled, $80. FIREWOOD, seasoned hardwood, delivered, $45 face cord. BICYCLE, 10 speed, men's, $55. SKIS, boots, poles, size 9, $75. FUR COAT, mink, size 12, excellent, $900. WEDDING GOWN, size 10, with veil, $150. PUPPIES, AKC registered, shots, wormed, $125. KITTENS, free to good home. HORSES boarded, box stalls, indoor arena, reasonable. CAMPER, 8 ft, sleeps 4, $1,200. SNOWMOBILE, 1977, low miles, like new, $1,100. BOAT, 16 ft, 50 hp motor, trailer, $1,800. MOTORCYCLE, 1978, 750cc, low miles, $1,650. CASH for junk cars, free pick up, call anytime. TOP DOLLAR paid for late model cars and trucks. Call evenings or weekends. hairs, maple, $85. MATTRESS & box spring, queen size, excellent, $75. COLOR TV, 25 inch console, works good, $150. STEREO, AM/FM, turntable, speakers, $95. PIANO, upright, good condition, $350. GUITAR, acoustic with case, $60. SNOWBLOWER, 5 hp, electric start, $225. LAWN MOWER, self propelled, $80. FIREWOOD, seasoned hardwood, delivered, $45 face cord. BICYCLE, 10 speed, men's, $55. SKIS, boots, poles, size 9, $75. FUR COAT, mink, size 12, excellent, $900. WEDDING GOWN, size 10, with veil, $150. PUPPIES, AKC registered, shots, wormed, $125. KITTENS, free to good home. HORSES boarded, box stalls, indoor arena, reasonable. CAMPER, 8 f	[141, 52, 255, 319]
classified-text: , $55. SKIS, boots, poles, size 9, $75. FUR COAT, mink, size 12, excellent, $900. WEDDING GOWN, size 10, with veil, $150. PUPPIES, AKC registered, shots, wormed, $125. KITTENS, free to good home. HORSES boarded, box stalls, indoor arena, reasonable. CAMPER, 8 ft, sleeps 4, $1,200. SNOWMOBILE, 1977, low miles, like new, $1,100. BOAT, 16 ft, 50 hp motor, trailer, $1,800. MOTORCYCLE, 1978, 750cc, low miles, $1,650. CASH for junk cars, free pick up, call anytime. TOP DOLLAR paid for late model cars and trucks. Call evenings or weekends. ard. LOST: Gray and white Siamese cat, Farmington. Reward offered. ANTIQUES - oak furniture, clocks, lamps, glassware, country items. Open daily 10 to 5. REFRIGERATOR, frost free, coppertone, excellent condition, $150. WASHER & DRYER, heavy duty, works good, $125 pair. SOFA, 3 cushion, earth tones, like new, $175. DINING ROOM set, table, 6 chairs, hutch, $450 or best offer. BEDROOM set, 5 pc., walnut, dresser, mirror, chest, bed, $250. KITCHEN table & 4 chairs, maple, $85. MATTRESS & box spring, queen size, excellent, $75. COLOR TV, 25 inch console, works good, $150. STEREO, AM/FM, turntable, speakers, $95. PIANO, upright, good condition, $350. GUITAR, acoustic with case, $60. SNOWBLOWER, 5 hp, electric start, $225. LAWN MOWER, self propelled, $80. FIREWOOD, seasoned hardwood, delivered, $45 face cord. BICYCLE, 10 speed, men's, $55. SKIS, boots, poles, size 9, $75. FUR COAT, mink, size 12, excellent, $900. WEDDING GOWN, size 10, with veil, $150. PUPPIES, AKC registered, shots, wormed, $125. KITTENS, free to good home. HORSES boarded, box stalls, indoor arena, reasonable. CAMPER, 8 ft, sleeps 4, $1,200. SNOWMOBILE, 1977, low miles, like new, $1,100. BOAT, 16 ft, 50 hp motor, trailer, $1,800. MOTORCYCLE, 1978, 750cc, low miles, $1,650. CASH for junk cars, free pick up, call anytime. TOP DOLLAR paid for late model cars and trucks. Call evenings or weekends. 225. LAWN MOWER, self propelled, $80. FIREWOOD, seasoned hardwood, delivered, $45 face cord. BICYCLE, 10 speed, men's, $55. SKIS, boots, poles, size 9, $75. FUR COAT, mink, size 12, excellent, $900. WEDDING GOWN, size 10, with veil, $150. PUPPIES, AKC registered, shots, wormed, $125. KITTENS, free to good home. HORSES boarded, box stalls, indoor arena, reasona	[513, 560, 627, 971]
section-heading: 700 Auction Sales	[141, 754, 255, 771]
classified-text: ate model cars and trucks. Call evenings or weekends. nes, like new, $175. DINING ROOM set, table, 6 chairs, hutch, $450 or best offer. BEDROOM set, 5 pc., walnut, dresser, mirror, chest, bed, $250. KITCHEN table & 4 chairs, maple, $85. MATTRESS & box spring, queen size, excellent, $75. COLOR TV, 25 inch console, works good, $150. STEREO, AM/FM, turntable, speakers, $95. PIANO, upright, good condition, $350. GUITAR, acoustic with case, $60. SNOWBLOWER, 5 hp, electric start, $225. LAWN MOWER, self propelled, $80. FIREWOOD, seasoned hardwood, delivered, $45 face cord. BICYCLE, 10 speed, men's, $55. SKIS, boots, poles, size 9, $75. FUR COAT, mink, size 12, excellent, $900. WEDDING GOWN, size 10, with veil, $150. PUPPIES, AKC registered, shots, wormed, $125. KITTENS, free to good home. HORSES boarded, box stalls, indoor arena, reasonable. CAMPER, 8 ft, sleeps 4, $1,200. SNOWMOBILE, 1977, low miles, like new, $1,100. BOAT, 16 ft, 50 hp motor, trailer, $1,800. MOTORCYCLE, 1978, 750cc, low miles, $1,650. CASH for junk cars, free pick up, call anytime. TOP DOLLAR paid for late model cars and trucks. Call evenings or weekends. speed, men's, $55. SKIS, boots, poles, size 9, $75. FUR COAT, mink, size 12, excellent, $900. WEDDING GOWN, size 10, with veil, $150. PUPPIES, AKC registered, shots, wormed, $125. KITTENS, free to good home. HORSES boarded, box stalls, indoor arena, reasonable. CAMPER, 8 ft, sleeps 4, $1,200. SNOWMOBILE, 1977, low miles, like new, $1,100. BOAT, 16 ft, 50 hp motor, trailer, $1,800. MOTORCYCLE, 1978, 750cc, low miles, $1,650. CASH for junk cars, free pick up, call anytime. TOP DOLLAR paid for late model cars and trucks. Call evenings or weekends. enings or weekends. et, table, 6 chairs, hutch, $450 or best offer. BEDROOM set, 5 pc., walnut, dresser, mirror, chest, bed, $250. KITCHEN table & 4 chairs, maple, $85. MATTRESS & box spring, queen size, excellent, $75. COLOR TV, 25 inch console, works good, $150. STEREO, AM/FM, turntable, speakers, $95. PIANO, upright, good condition, $350. GUITAR, acoustic with case, $60. SNOWBLOWER, 5 hp, elec	[637, 331, 751, 706]
classified-text: YCLE, 10 speed, men's, $55. SKIS, boots, poles, size 9, $75. FUR COAT, mink, size 12, excellent, $900. WEDDING GOWN, size 10, with veil, $150. PUPPIES, AKC registered, shots, wormed, $125. KITTENS, free to good home. HORSES boarded, box stalls, indoor arena, reasonable. CAMPER, 8 ft, sleeps 4, $1,200. SNOWMOBILE, 1977, low miles, like new, $1,100. BOAT, 16 ft, 50 hp motor, trailer, $1,800. MOTORCYCLE, 1978, 750cc, low miles, $1,650. CASH for junk cars, free pick up, call anytime. TOP DOLLAR paid for late model cars and trucks. Call evenings or weekends. y of Merriman Rd. Reward. LOST: Gray and white Siamese cat, Farmington. Reward offered. ANTIQUES - oak furniture, clocks, lamps, glassware, country items. Open daily 10 to 5. REFRIGERATOR, frost free, coppertone, excellent condition, $150. WASHER & DRYER, heavy duty, works good, $125 pair. SOFA, 3 cushion, earth tones, like new, $175. DINING ROOM set, table, 6 chairs, hutch, $450 or best offer. BEDROOM set, 5 pc., walnut, dresser, mirror, chest, bed, $250. KITCHEN table & 4 chairs, maple, $85. MATTRESS & box spring, queen size, excellent, $75. COLOR TV, 25 inch console, works good, $150. STEREO, AM/FM, turntable, speakers, $95. PIANO, upright, good condition, $350. GUITAR, acoustic with case, $60. SNOWBLOWER, 5 hp, electric start, $225. LAWN MOWER, self propelled, $80. FIREWOOD, seasoned hardwood, delivered, $45 face cord. BICYCLE, 10 speed, men's, $55. SKIS, boots, poles, size 9, $75. FUR COAT, mink, size 12, excellent, $900. WEDDING GOWN, size 10, with veil, $150. PUPPIES, AKC registered, shots, wormed, $125. KITTENS, free to good home. HORSES boarded, box stalls, indoor arena, reasonable. CAMPER, 8 ft, sleeps 4, $1,200. SNOWMOBILE, 1977, low miles, like new, $1,100. BOAT, 16 ft, 50 hp motor, trailer, $1,800. MOTORCYCLE, 1978, 750cc, low miles, $1,650. CASH for junk cars, free pick up, call anytime. TOP DOLLAR paid for late model cars and trucks. Call evenings or weekends. hp, electric start, $225. LAWN MOWER, self propelled, $80. FIREWOOD, seasoned hardwood, delivered, $45 face cord. BICYCLE, 10 speed, men's, $55. SKIS, boots, poles, size 9, $75. FUR COAT, mink, size 12, excellent, $900. WEDDING GOWN, size 10, with veil, $150. PUPPIES, AKC registered, shots, wormed, $125. KITTENS, free	[761, 582, 875, 993]
classified-text: , 6 chairs, hutch, $450 or best offer. BEDROOM set, 5 pc., walnut, dresser, mirror, chest, bed, $250. KITCHEN table & 4 chairs, maple, $85. MATTRESS & box spring, queen size, excellent, $75. COLOR TV, 25 inch console, works good, $150. STEREO, AM/FM, turntable, speakers, $95. PIANO, upright, good condition, $350. GUITAR, acoustic with case, $60. SNOWBLOWER, 5 hp, electric start, $225. LAWN MOWER, self propelled, $80. FIREWOOD, seasoned hardwood, delivered, $45 face cord. BICYCLE, 10 speed, men's, $55. SKIS, boots, poles, size	[141, 1223, 255, 1324]
ad-title: PERFECTION SPACE HEATERS	[652, 253, 736, 297]
ad-subtitle: UNIVERSAL SEWING CENTER	[406, 515, 486, 534]
display-ad-moving	[513, 216, 627, 238]
section-heading: 705 Wanted to Buy	[265, 612, 379, 629]
section-heading: 722 Hobbies Coins & Stamps	[761, 339, 875, 368]
ad-phone: 588-1800	[114, 1739, 158, 1750]
display-ad-model-homes	[16, 1515, 256, 1820]
display-ad-lost	[17, 437, 131, 505]
section-heading: 711 Misc. For Sale Wayne County	[637, 218, 751, 247]
ad-title: A PUBLIC NOTICE	[291, 928, 353, 958]
section-heading: 718 Lawn, Garden & Farm Equipment	[637, 1321, 751, 1350]
column-6	[634, 30, 755, 1825]
classified-text: 9, $75. FUR COAT, mink, size 12, excellent, $900. WEDDING GOWN, size 10, with veil, $150. PUPPIES, AKC registered, shots, wormed, $125. KITTENS, free to good home. HORSES boarded, box stalls, indoor arena, reasonable. CAMPER, 8 ft, sleeps 4, $1,200. SNOWMOBILE, 1977, low miles, like new, $1,100. BOAT, 16 ft, 50 hp motor, trailer, $1,800. MOTORCYCLE, 1978, 750cc, low miles, $1,650. CASH for junk cars, free pick up, call anytime. TOP DOLLAR paid for late model cars and trucks. Call evenings or weekends. le & 4 chairs, maple, $85. MATTRESS & box spring, queen size, excellent, $75. COLOR TV, 25 inch console, works good, $150. STEREO, AM/FM, turntable, speakers, $95. PIANO, upright, good condition, $350. GUITAR, acoustic with case, $60. SNOWBLOWER, 5 hp, electric start, $225. LAWN MOWER, self propelled, $80. FIREWOOD, seasoned hardwood, delivered, $45 face cord. BICYCLE, 10 speed, men's, $55. SKIS, boots, poles, size 9, $75. FUR COAT, mink, size 12, excellent, $900. WEDDING GOWN, size 10, with veil, $150. PUPPIES, AKC registered, shots, wormed, $125. KITTENS, free to good home. HORSES boarded, box stalls, indoor arena, reasona	[265, 52, 379, 261]
classified-text: 8 ft, sleeps 4, $1,200. SNOWMOBILE, 1977, low miles, like new, $1,100. BOAT, 16 ft, 50 hp motor, trailer, $1,800. MOTORCYCLE, 1978, 750cc, low miles, $1,650. CASH for junk cars, free pick up, call anytime. TOP DOLLAR paid for late model cars and trucks. Call evenings or weekends. Call evenings. LOST: Black & White male Border Collie, vicinity of Merriman Rd. Reward. LOST: Gray	[265, 537, 379, 610]
section-heading: 729 CB Radios	[761, 1311, 875, 1328]
section-heading: 708 Household Goods Wayne County	[513, 518, 627, 559]
display-ad-boss	[1009, 1175, 1123, 1275]
section-heading: 718 Building Materials	[761, 33, 875, 62]
price-item: 3 pc. bedroom groups	[22, 1658, 95, 1667]
classified-text: ree pick up, call anytime. TOP DOLLAR paid for late model cars and trucks. Call evenings or weekends. cks, lamps, glassware, country items. Open daily 10 to 5. REFRIGERATOR, frost free, coppertone, excellent condition, $150. WASHER & DRYER, heavy duty, works good, $125 pair. SOFA, 3 cushion, earth tones, like new, $175. DINING ROOM set, table, 6 chairs, hutch, $450 or best off	[761, 64, 875, 136]
classified-text: female cat. Smoky color, white bib & paws, green eyes. Call evenings. LOST: Black & White male Border Collie, vicinity of Merriman Rd. Reward. LOST: Gray and white Siamese cat, Farmington. Reward offered. ANTIQUES - oak furniture, clocks, lamps, glassware, country items. Open daily 10 to 5. REFRIGERATOR, frost free, coppertone, excellent condition, $150. WASHER & DRYER, heavy duty, works good, $125 pair. SOFA, 3 cushion, earth tones, like new, $175. DINING ROOM set, table, 6 chairs, hutch, $450 or best offer. BEDROOM set, 5 pc., walnut, dresser, mirror, chest, bed, $250. KITCHEN table & 4 chairs, maple, $85. MATTRESS & box spring, queen size, excellent, $75. COLOR TV, 25 inch console, works good, $150. STEREO, AM/FM, turntable, speakers, $95. PIANO, upright, good condition, $350. GUITAR, acoustic with case, $60. SNOWBLOWER, 5 hp, electric start, $225. LAWN MOWER, self propelled, $80. FIREWOOD, seasoned hardwood, delivered, $45 face cord. BICYCLE, 10 speed, men's, $55. SKIS, boots, poles, size 9, $75. FUR COAT, mink, size 12, excellent, $900. WEDDING GOWN, size 10, with veil, $150. PUPPIES, AKC registered, shots, wormed, $125. KITTENS, free to good home. HORSES boarded, box stalls, indoor arena, reasonable. CAMPER, 8 ft, sleeps 4, $1,200. SNOWMOBILE, 1977, low miles, like new, $1,100. BOAT, 16 ft, 50 hp motor, trailer, $1,800. MOTORCYCLE, 1978, 750cc, low miles, $1,650. CASH for junk cars, free pick up, call anytime. TOP DOLLAR paid for late model cars and trucks. Call evenings or weekends. : Be	[761, 1026, 875, 1308]
section-heading: 710 Misc. For Sale Oakland County	[637, 1047, 751, 1076]
column-4	[386, 30, 507, 1825]
ad-subtitle: FACTORY OUTLET	[284, 955, 360, 987]
section-heading: 812 Motorcycles Go-Karts, Mini-Bikes	[1009, 558, 1123, 587]
ad-title: North Bros. Ford	[1022, 1381, 1110, 1417]
ad-phone: 338-8625	[1038, 1355, 1094, 1371]
display-ad-table-pads	[389, 831, 503, 909]
page-section-number: 6E(O)	[14, 6, 43, 18]
ad-subtitle: MATTRESS & BOX SPRINGS MANUFACTURER'S CLOSEOUT	[25, 1706, 247, 1728]
price-row	[22, 1694, 250, 1703]
ad-title: MOVING	[537, 217, 603, 235]
section-heading: 708 Household Goods Oakland County	[22, 1521, 250, 1534]
price-list	[22, 1577, 250, 1703]
classified-text: & box spring, queen size, excellent, $75. COLOR TV, 25 inch console, works good, $150. STEREO, AM/FM, turntable, speakers, $95. PIANO, upright, good condition, $350. GUITAR, acoustic with case, $60. SNOWBLOWER, 5 hp, electric start, $225. LAWN MOWER, self propelled, $80. FIREWOOD, seasoned hardwood, delivered, $45 face cord. BICYCLE, 10 speed, men's, $55. SKIS, boots, poles, size 9, $75. FUR COAT, mink, size 12, excellent, $900. WEDDING GOWN, size 10, with veil, $150. PUPPIES, AKC registered, shots, wormed, $125. KITTENS, free to good home. HORSES boarded, box stalls, indoor arena, reasonable. CAMPER, 8 ft, sleeps 4, $1,200. SNOWMOBILE, 1977, low miles, like new, $1,100. BOAT, 16 ft, 50 hp motor, trailer, $1,800. MOTORCYCLE, 1978, 750cc, low miles, $1,650. CASH for junk cars, free pick up, call anytime. TOP DOLLAR paid for l	[637, 64, 751, 216]
classified-text: sonable. CAMPER, 8 ft, sleeps 4, $1,200. SNOWMOBILE, 1977, low miles, like new, $1,100. BOAT, 16 ft, 50 hp motor, trailer, $1,800. MOTORCYCLE, 1978, 750cc, low miles, $1,650. CASH for junk cars, free pick up, call anytime. TOP DOLLAR paid for late model cars and trucks. Call evenings or weekends. shion, earth tones, like new, $175. DINING ROOM set, table, 6 chairs, hutch, $450 or best offer. BEDROOM set, 5 pc., walnut, dresser, mirror, chest, bed, $250. KITCHEN table & 4 chairs, maple, $85. MATTRESS & box spring, queen size, excellent, $75. COLOR TV, 25 inch console, works good, $150. STEREO, AM/FM, turntable, speakers, $95. PIANO, upright, good condition, $350. GUITAR, acoustic with case, $60. SNOWBLOWER, 5 hp, electric start, $225. LAWN MOWER, sel	[1009, 232, 1123, 370]
classified-text: R COAT, mink, size 12, excellent, $900. WEDDING GOWN, size 10, with veil, $150. PUPPIES, AKC registered, shots, wormed, $125. KITTENS, free to good home. HORSES boarded, box stalls, indoor arena, reasonable. CAMPER, 8 ft, sleeps 4, $1,200. SNOWMOBILE, 1977, low miles, like new, $1,100. BOAT, 16 ft, 50 hp motor, trailer, $1,800. MOTORCYCLE, 1978, 750cc, low miles, $1,650. CASH f	[17, 507, 131, 580]
price-value: $240	[233, 1694, 250, 1703]
classified-text: rucks. Call evenings or weekends. : Black & White male Border Collie, vicinity of Merriman Rd. Reward. LOST: Gray and white Siamese cat, Farmington. Re	[761, 1329, 875, 1359]
display-ad-factory	[265, 926, 379, 990]
section-heading: 618 Child Care	[17, 1007, 131, 1024]
classified-text: 750cc, low miles, $1,650. CASH for junk cars, free pick up, call anytime. TOP DOLLAR paid for late model cars and trucks. Call evenings or weekends. bed, $250. KITCHEN table & 4 chairs, maple, $85. MATTRESS & box spring, queen size, excellent, $75. COLOR TV, 25 inch console, works good, $150. STEREO, AM/FM, turntable, speakers, $95. PIANO, upright, good condition, $350. GUITAR, acoustic with case, $60. SNOWBLOWER, 5 hp, electric start, $225. LAWN MOWER, self propelled, $80. FIREWOOD, seasoned hardwood, delivered, $45 face cord. BICYCLE, 10 speed, men's, $55. SKIS, boots, poles, size 9, $75. FUR COAT, mink, size 12, excellent, $900. WEDDING GOWN, size 10, with veil, $150. PUPPIES, AKC registered, shots, wormed, $125. KITTENS, free to good home. HORSE	[761, 1611, 875, 1756]
price-item: 7 pc. dinette sets	[22, 1631, 79, 1640]
section-heading: 744 Horses, Livestock Equipment	[1009, 33, 1123, 74]
section-heading: 702 Antiques	[265, 33, 379, 50]
section-heading: 732 Wearing Apparel	[885, 33, 999, 50]
ad-headline: TOP PRICE	[1023, 1235, 1109, 1253]
classified-text: r, trailer, $1,800. MOTORCYCLE, 1978, 750cc, low miles, $1,650. CASH for junk cars, free pick up, call anytime. TOP DOLLAR paid for late model cars and trucks. Call evenings or weekends. asoned hardwood, delivered, $45 face cord. BICYCLE, 10 speed, men's, $55. SKIS, boots, poles, size 9, $75. FUR COAT, mink, size 12, excellent, $900. WEDDING GOWN, size 10, with veil, $150. PUPPIES, AKC registered, shots, wormed, $125. KITTENS, free to good home. HORSES boarded, box stalls, indoor arena, reasonable. CAMPER, 8 ft, sleeps 4, $1,200. SNOWMOBILE, 1977, low miles, like new, $1,100. BOAT, 16 ft, 50 hp motor, trailer, $1,800. MOTORCYCLE, 1978, 750cc, low miles, $1,650. CASH for junk cars, free pick up, call anytime. TOP DOLLAR paid for late model cars and trucks. Call evenings or weekends. tch, $450 or best offer. BEDROOM set, 5 pc., walnut, dresser, mirror, chest, bed, $250. KITCHEN table & 4 chairs, maple, $85. MATTRESS & box spring, queen size, excellent, $75. COLOR TV, 25 inch console, works good, $150. STEREO, AM/FM, turntable, speakers, $95. PIANO, upright, good condition, $350. GUITAR, acoustic with case, $60. SNOWBLOWER,	[1009, 943, 1123, 1153]
column-9	[1006, 30, 1126, 1825]
classified-text: rmed, $125. KITTENS, free to good home. HORSES boarded, box stalls, indoor arena, reasonable. CAMPER, 8 ft, sleeps 4, $1,200. SNOWMOBILE, 1977, low miles, like new, $1,100. BOAT, 16 ft, 50 hp motor, trailer, $1,800. MOTORCYCLE, 1978, 750cc, low miles, $1,650. CASH for junk cars, free pick up, call anytime. TOP DOLLAR paid for late model cars and trucks. Call evenings or weekends. 150. PUPPIES, AKC registered, shots, wormed, $125. KITTENS, free to good home. HORSES boarded, box stalls, indoor arena, reasonable. CAMPER, 8 ft, sleeps 4, $1,200. SNOWMOBILE, 1977, low miles, like new, $1,100. BOAT, 16 ft, 50 hp motor, trailer, $1,800. MOTORCYCLE, 1978, 750cc, low miles, $1,650. CASH for junk cars, free pick up, call anytime. TOP DOLLAR paid for late model cars and trucks. Call evenings or weekends. 00. WEDDING GOWN, size 10, with veil, $150. PUPPIES, AKC registered, shots, wormed, $125. KITTENS, free to good home. HORSES boarded, box stalls, indoor arena, reasonable. CAMPER, 8 ft, sleeps 4, $1,200. SNOWMOBILE, 1977, low miles, like new, $1,100. BOAT, 16 ft, 50 hp motor, trailer, $1,800. MOTORCYCLE, 1978, 750cc, low miles, $1,650. CASH for junk cars, free pick up, call anytime. TOP DOLLAR paid for late model cars and trucks. Call evenings or weekends. FUR COAT, mink, size 12, excellent, $900. WEDDING GOWN, size 10, with veil, $150. PUPPIES, AKC registered, shots, wormed, $125. KITTENS, free to good home. HORSES boarded, box stalls, indoor arena, reasonable. CAMPER, 8 ft, sleeps 4, $1,200. SNOWMOBI	[513, 240, 627, 515]
price-value: ea. $199	[220, 1586, 250, 1595]
ad-subtitle: Mathison Hardware	[664, 295, 724, 325]
section-heading: 806 Boats & Motors	[1009, 373, 1123, 390]
price-value: ea. $229	[220, 1595, 250, 1604]
ad-dealer: MATTHEWS HARGREAVE CHEVROLET	[1017, 1253, 1115, 1272]
classified-text: OD, seasoned hardwood, delivered, $45 face cord. BICYCLE, 10 speed, men's, $55. SKIS, boots, poles, size 9, $75. FUR COAT, mink, size 12, excellent, $900. WEDDING GOWN, size 10, with veil, $150. PUPPIES, AKC registered, shots, wormed, $125. KITTENS, free to good home. HORSES boarded, box stalls, indoor	[17, 895, 131, 953]
price-row	[22, 1604, 250, 1613]
price-row	[22, 1640, 250, 1649]
price-value: ea. $149	[220, 1577, 250, 1586]
display-ad-attorney	[17, 615, 131, 725]
ad-phone: 335-5900	[1038, 1341, 1094, 1357]
classified-text: rd. BICYCLE, 10 speed, men's, $55. SKIS, boots, poles, size 9, $75. FUR COAT, mink, size 12, excellent, $900. WEDDING GOWN, size 10, with veil, $150. PUPPIES, AKC registered, shots, wormed, $125. KITTENS, free to good home. HORSES boarded, box stalls, indoor arena, reasonable. CAMPER, 8 ft, sleeps 4, $1,200. SNOWMOBILE, 1977, low miles, like new, $1,100. BOAT, 16 ft, 50 hp moto	[1009, 837, 1123, 910]
price-row	[22, 1577, 250, 1586]
section-heading: 814 Campers & Motorhomes	[1009, 806, 1123, 835]
section-heading: 740 Pet Services	[885, 1446, 999, 1463]
section-heading: 738 Household Pets	[885, 329, 999, 346]
section-heading: 708 Household Goods Oakland County	[389, 329, 503, 370]
section-heading: 702 Antiques	[141, 877, 255, 894]
ad-subtitle: CHECK OUR PRICE BEFORE YOU SELL YOUR TRUCK OR VAN	[1013, 1430, 1119, 1488]
ad-phone: 434-4491	[288, 295, 356, 313]
display-ad-cash	[1009, 1278, 1123, 1374]
price-value: ea. $39	[224, 1613, 250, 1622]
classified-text: ow miles, $1,650. CASH for junk cars, free pick up, call anytime. TOP DOLLAR paid for late model cars and trucks. Call evenings or weekends. offered. ANTIQUES - oak furniture, clocks, lamps, glassware, country items. Open daily 10 to 5. REFRIGERATOR, frost free, coppertone, excellent condition, $150. WASHER & DRYER, heavy duty, works good, $125 pair. SOFA, 3 cushion, earth to	[761, 370, 875, 442]
ad-title: ATTORNEYS AT LAW	[24, 617, 124, 647]
ad-subtitle: Stark Rd.-Schoolcraft	[38, 453, 110, 483]
section-heading: 708 Household Goods Oakland County	[513, 974, 627, 1015]
ad-phone: 421-1300	[1038, 1416, 1094, 1432]
price-row	[22, 1622, 250, 1631]
classified-text: & 4 chairs, maple, $85. MATTRESS & box spring, queen size, excellent, $75. COLOR TV, 25 inch console, works good, $150. STEREO, AM/FM, turntable, speakers, $95. PIANO, upright, good condition, $350. GUITAR, acoustic with case, $60. SNOWBLOWER, 5 hp, electric start, $225. LAWN MOWER, self propelled, $80. FIREWOOD, seasoned hardwood, delivered, $45 face cord. BICYCLE, 10 speed, men's, $55. SKIS, boots, poles, size 9, $75. FUR COAT, mink, size 12, excellent, $900. WEDDING GOWN, size 10, with veil, $150. PUPPIES, AKC registered, shots, wormed, $125. KITTENS, free to good home. HORSES boarded, box stalls, indoor arena, reasonable. CAMPER, 8 ft, sleeps 4, $1,200. SNOWMOBILE, 1977, low miles, like new, $1,100. BOAT, 16 ft, 50 hp motor, trailer, $1,800. MOTORCYCLE, 1978, 750cc, low miles, $1,650. CASH for junk cars, free pick up, c	[141, 895, 255, 1055]
price-value: ea. $79	[224, 1622, 250, 1631]
ad-title: MATERIALS UNLIMITED	[284, 266, 360, 296]
section-heading: 816 Auto & Truck Parts & Service	[1009, 912, 1123, 941]
classified-text: ts, poles, size 9, $75. FUR COAT, mink, size 12, excellent, $900. WEDDING GOWN, size 10, with veil, $150. PUPPIES, AKC registered, shots, wormed, $125. KITTENS, free to good home. HORSES boarded, box stalls, indoor arena, reasonable. CAMPER, 8 ft, sleeps 4, $1,200. SNOWMOBILE, 1977, low miles, like new, $1,100. BOAT, 16 ft, 50 hp motor, trailer, $1,800. MOTORCYCLE, 1978, 750cc, low miles, $1,650. CASH for junk cars, free pick up, call anytime. TOP DOLLAR paid for late model cars and trucks. Call evenings or weekends. y of Merriman Rd. Reward. LOST: Gray and white Siamese cat, Farmington. Reward offered. ANTIQUES - oak furniture, clocks, lamps, glassware, country items. Open	[389, 371, 503, 494]
classified-text: all anytime. TOP DOLLAR paid for late model cars and trucks. Call evenings or weekends. cat, Farmington. Reward offered. ANTIQUES - oak furniture, clocks, lamps, glassware, country items. Open daily 10 to 5. REFRIGERATOR, frost free, coppertone, excellent condition, $150. WASHER & DRYER, heavy duty, wo	[141, 1114, 255, 1172]
ad-subtitle: QUALITY ANTIQUES FOR YOUR APPROVAL	[150, 1089, 246, 1108]
ad-phone: FE 4-0905	[415, 532, 477, 548]
section-heading: 732 Wearing Apparel	[761, 1592, 875, 1609]
ad-phone: CALL 569-7694	[27, 873, 121, 889]
ad-phone: 355-1160	[418, 889, 474, 905]
ad-subtitle: Returns from Model Homes & Transferred Executives	[36, 1552, 236, 1574]
